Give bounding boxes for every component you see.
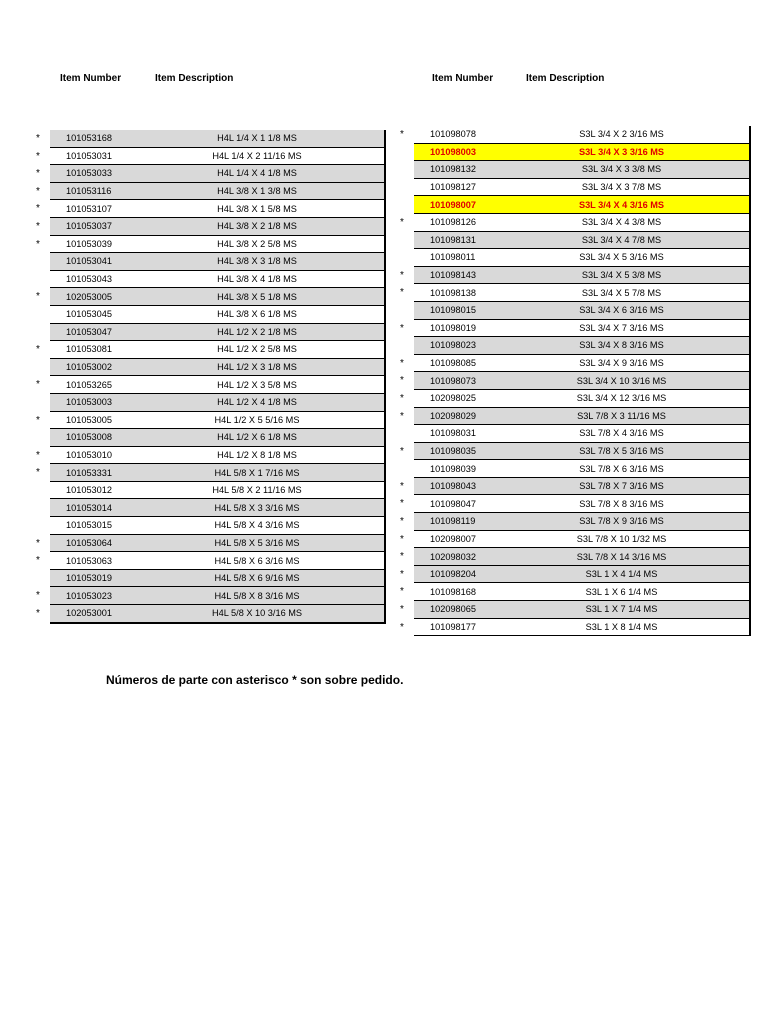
- item-number-cell: 102098025: [414, 390, 494, 408]
- item-number-cell: 101098132: [414, 161, 494, 179]
- item-description-cell: S3L 1 X 6 1/4 MS: [494, 583, 749, 601]
- item-number-cell: 101098204: [414, 566, 494, 584]
- order-asterisk: *: [36, 379, 40, 391]
- item-number-cell: 101098019: [414, 320, 494, 338]
- item-description-cell: H4L 1/2 X 2 1/8 MS: [130, 324, 384, 342]
- item-number-cell: 101098131: [414, 232, 494, 250]
- item-number-cell: 101098138: [414, 284, 494, 302]
- table-row: [50, 271, 384, 289]
- item-number-cell: 101098023: [414, 337, 494, 355]
- item-description-cell: H4L 3/8 X 3 1/8 MS: [130, 253, 384, 271]
- order-asterisk: *: [400, 375, 404, 387]
- item-description-cell: H4L 3/8 X 4 1/8 MS: [130, 271, 384, 289]
- order-asterisk: *: [400, 568, 404, 580]
- item-description-cell: S3L 3/4 X 9 3/16 MS: [494, 355, 749, 373]
- table-row: [36, 464, 384, 482]
- order-asterisk: *: [36, 537, 40, 549]
- item-number-cell: 101053037: [50, 218, 130, 236]
- order-asterisk: *: [36, 555, 40, 567]
- table-row: [36, 587, 384, 605]
- table-row: [400, 619, 749, 637]
- table-row: [400, 443, 749, 461]
- item-number-cell: 101053005: [50, 412, 130, 430]
- table-row: [36, 165, 384, 183]
- item-number-cell: 101053008: [50, 429, 130, 447]
- item-number-cell: 101098126: [414, 214, 494, 232]
- right-header-item-description: Item Description: [526, 73, 605, 84]
- item-number-cell: 101053019: [50, 570, 130, 588]
- order-asterisk: *: [400, 410, 404, 422]
- item-description-cell: H4L 5/8 X 3 3/16 MS: [130, 499, 384, 517]
- item-description-cell: S3L 7/8 X 8 3/16 MS: [494, 495, 749, 513]
- table-row: [50, 306, 384, 324]
- item-description-cell: S3L 3/4 X 4 3/8 MS: [494, 214, 749, 232]
- item-description-cell: S3L 7/8 X 14 3/16 MS: [494, 548, 749, 566]
- order-asterisk: *: [36, 133, 40, 144]
- item-number-cell: 101053039: [50, 236, 130, 254]
- table-row: [414, 232, 749, 250]
- table-row: [36, 376, 384, 394]
- item-description-cell: H4L 1/2 X 8 1/8 MS: [130, 447, 384, 465]
- table-row: [50, 482, 384, 500]
- order-asterisk: *: [400, 533, 404, 545]
- left-parts-table: [36, 130, 386, 624]
- table-row: [400, 284, 749, 302]
- item-number-cell: 101098168: [414, 583, 494, 601]
- item-number-cell: 101053107: [50, 200, 130, 218]
- left-header-item-description: Item Description: [155, 73, 234, 84]
- item-description-cell: S3L 3/4 X 4 7/8 MS: [494, 232, 749, 250]
- item-description-cell: S3L 3/4 X 3 3/8 MS: [494, 161, 749, 179]
- item-description-cell: S3L 3/4 X 6 3/16 MS: [494, 302, 749, 320]
- table-row: [400, 513, 749, 531]
- table-row: [400, 214, 749, 232]
- item-description-cell: S3L 3/4 X 3 7/8 MS: [494, 179, 749, 197]
- item-number-cell: 101098015: [414, 302, 494, 320]
- left-header-item-number: Item Number: [60, 73, 122, 84]
- item-number-cell: 102098065: [414, 601, 494, 619]
- item-number-cell: 102098029: [414, 408, 494, 426]
- item-number-cell: 101053081: [50, 341, 130, 359]
- item-description-cell: H4L 5/8 X 5 3/16 MS: [130, 535, 384, 553]
- order-asterisk: *: [400, 480, 404, 492]
- item-description-cell: H4L 1/4 X 1 1/8 MS: [130, 130, 384, 148]
- asterisk-note: Números de parte con asterisco * son sobre pedido.: [106, 673, 404, 687]
- item-number-cell: 101053168: [50, 130, 130, 148]
- item-number-cell: 101053116: [50, 183, 130, 201]
- item-description-cell: H4L 3/8 X 1 3/8 MS: [130, 183, 384, 201]
- order-asterisk: *: [400, 586, 404, 598]
- table-row: [414, 179, 749, 197]
- item-description-cell: S3L 3/4 X 5 7/8 MS: [494, 284, 749, 302]
- right-parts-table: [400, 126, 751, 636]
- order-asterisk: *: [36, 608, 40, 620]
- table-row: [400, 531, 749, 549]
- order-asterisk: *: [400, 516, 404, 528]
- table-row: [36, 183, 384, 201]
- item-number-cell: 101053047: [50, 324, 130, 342]
- table-row: [414, 144, 749, 162]
- table-row: [36, 218, 384, 236]
- table-row: [414, 161, 749, 179]
- item-description-cell: H4L 1/2 X 4 1/8 MS: [130, 394, 384, 412]
- item-description-cell: H4L 1/2 X 3 1/8 MS: [130, 359, 384, 377]
- item-description-cell: S3L 1 X 4 1/4 MS: [494, 566, 749, 584]
- item-number-cell: 101053010: [50, 447, 130, 465]
- item-description-cell: S3L 7/8 X 4 3/16 MS: [494, 425, 749, 443]
- item-description-cell: H4L 1/2 X 2 5/8 MS: [130, 341, 384, 359]
- table-row: [50, 570, 384, 588]
- item-description-cell: S3L 3/4 X 2 3/16 MS: [494, 126, 749, 144]
- order-asterisk: *: [36, 344, 40, 356]
- item-description-cell: H4L 1/4 X 2 11/16 MS: [130, 148, 384, 166]
- item-description-cell: S3L 7/8 X 5 3/16 MS: [494, 443, 749, 461]
- table-row: [36, 236, 384, 254]
- item-description-cell: S3L 3/4 X 10 3/16 MS: [494, 372, 749, 390]
- table-row: [414, 460, 749, 478]
- item-description-cell: H4L 5/8 X 6 3/16 MS: [130, 552, 384, 570]
- order-asterisk: *: [36, 220, 40, 232]
- item-description-cell: H4L 3/8 X 1 5/8 MS: [130, 200, 384, 218]
- item-number-cell: 101053033: [50, 165, 130, 183]
- item-description-cell: S3L 7/8 X 3 11/16 MS: [494, 408, 749, 426]
- table-row: [400, 355, 749, 373]
- table-row: [36, 148, 384, 166]
- item-number-cell: 101053002: [50, 359, 130, 377]
- item-description-cell: S3L 1 X 7 1/4 MS: [494, 601, 749, 619]
- item-description-cell: H4L 3/8 X 2 5/8 MS: [130, 236, 384, 254]
- table-row: [36, 341, 384, 359]
- order-asterisk: *: [36, 291, 40, 303]
- item-description-cell: S3L 3/4 X 8 3/16 MS: [494, 337, 749, 355]
- order-asterisk: *: [400, 498, 404, 510]
- item-number-cell: 101098035: [414, 443, 494, 461]
- order-asterisk: *: [36, 203, 40, 215]
- item-description-cell: S3L 3/4 X 4 3/16 MS: [494, 196, 749, 214]
- table-row: [50, 253, 384, 271]
- order-asterisk: *: [400, 445, 404, 457]
- table-row: [400, 320, 749, 338]
- item-description-cell: H4L 5/8 X 10 3/16 MS: [130, 605, 384, 623]
- item-number-cell: 101098039: [414, 460, 494, 478]
- item-number-cell: 101053031: [50, 148, 130, 166]
- item-number-cell: 102053005: [50, 288, 130, 306]
- table-row: [36, 447, 384, 465]
- item-number-cell: 101053023: [50, 587, 130, 605]
- item-number-cell: 101053014: [50, 499, 130, 517]
- item-description-cell: S3L 3/4 X 7 3/16 MS: [494, 320, 749, 338]
- item-number-cell: 101098085: [414, 355, 494, 373]
- table-row: [400, 583, 749, 601]
- table-row: [400, 495, 749, 513]
- table-row: [400, 390, 749, 408]
- table-row: [50, 499, 384, 517]
- item-number-cell: 102098032: [414, 548, 494, 566]
- item-number-cell: 101098011: [414, 249, 494, 267]
- item-number-cell: 101098007: [414, 196, 494, 214]
- table-row: [36, 200, 384, 218]
- item-number-cell: 101053064: [50, 535, 130, 553]
- item-description-cell: S3L 3/4 X 5 3/8 MS: [494, 267, 749, 285]
- item-number-cell: 101053265: [50, 376, 130, 394]
- order-asterisk: *: [400, 322, 404, 334]
- item-description-cell: H4L 1/2 X 3 5/8 MS: [130, 376, 384, 394]
- table-row: [36, 535, 384, 553]
- table-row: [50, 517, 384, 535]
- order-asterisk: *: [36, 590, 40, 602]
- item-number-cell: 101053045: [50, 306, 130, 324]
- order-asterisk: *: [400, 129, 404, 140]
- item-number-cell: 101098073: [414, 372, 494, 390]
- item-description-cell: S3L 3/4 X 3 3/16 MS: [494, 144, 749, 162]
- table-row: [50, 359, 384, 377]
- item-number-cell: 101053015: [50, 517, 130, 535]
- table-row: [36, 130, 384, 148]
- item-number-cell: 101053003: [50, 394, 130, 412]
- item-number-cell: 101098143: [414, 267, 494, 285]
- order-asterisk: *: [400, 621, 404, 633]
- table-row: [400, 548, 749, 566]
- table-row: [414, 302, 749, 320]
- item-number-cell: 101053043: [50, 271, 130, 289]
- item-description-cell: S3L 1 X 8 1/4 MS: [494, 619, 749, 637]
- order-asterisk: *: [36, 414, 40, 426]
- order-asterisk: *: [36, 449, 40, 461]
- item-number-cell: 101053331: [50, 464, 130, 482]
- item-description-cell: S3L 3/4 X 5 3/16 MS: [494, 249, 749, 267]
- item-number-cell: 101098047: [414, 495, 494, 513]
- item-number-cell: 101098127: [414, 179, 494, 197]
- item-number-cell: 101098177: [414, 619, 494, 637]
- order-asterisk: *: [400, 604, 404, 616]
- table-row: [400, 408, 749, 426]
- table-row: [414, 196, 749, 214]
- right-header-item-number: Item Number: [432, 73, 494, 84]
- item-description-cell: H4L 3/8 X 2 1/8 MS: [130, 218, 384, 236]
- item-number-cell: 101053063: [50, 552, 130, 570]
- table-row: [50, 429, 384, 447]
- table-row: [36, 412, 384, 430]
- item-description-cell: S3L 7/8 X 10 1/32 MS: [494, 531, 749, 549]
- item-description-cell: H4L 5/8 X 8 3/16 MS: [130, 587, 384, 605]
- item-description-cell: H4L 5/8 X 6 9/16 MS: [130, 570, 384, 588]
- table-row: [400, 372, 749, 390]
- order-asterisk: *: [36, 168, 40, 180]
- item-description-cell: H4L 5/8 X 1 7/16 MS: [130, 464, 384, 482]
- item-description-cell: H4L 3/8 X 5 1/8 MS: [130, 288, 384, 306]
- table-row: [36, 288, 384, 306]
- item-description-cell: H4L 3/8 X 6 1/8 MS: [130, 306, 384, 324]
- item-number-cell: 102053001: [50, 605, 130, 623]
- order-asterisk: *: [400, 287, 404, 299]
- item-number-cell: 102098007: [414, 531, 494, 549]
- item-description-cell: S3L 7/8 X 6 3/16 MS: [494, 460, 749, 478]
- table-row: [50, 394, 384, 412]
- order-asterisk: *: [36, 467, 40, 479]
- table-row: [36, 552, 384, 570]
- order-asterisk: *: [400, 269, 404, 281]
- order-asterisk: *: [36, 238, 40, 250]
- table-row: [50, 324, 384, 342]
- item-description-cell: S3L 3/4 X 12 3/16 MS: [494, 390, 749, 408]
- item-description-cell: H4L 1/4 X 4 1/8 MS: [130, 165, 384, 183]
- item-number-cell: 101098043: [414, 478, 494, 496]
- item-number-cell: 101098119: [414, 513, 494, 531]
- item-description-cell: H4L 1/2 X 5 5/16 MS: [130, 412, 384, 430]
- order-asterisk: *: [36, 150, 40, 162]
- item-description-cell: H4L 1/2 X 6 1/8 MS: [130, 429, 384, 447]
- table-row: [400, 601, 749, 619]
- item-description-cell: H4L 5/8 X 4 3/16 MS: [130, 517, 384, 535]
- table-row: [36, 605, 384, 623]
- order-asterisk: *: [36, 185, 40, 197]
- table-row: [400, 126, 749, 144]
- table-row: [414, 425, 749, 443]
- order-asterisk: *: [400, 392, 404, 404]
- item-number-cell: 101098003: [414, 144, 494, 162]
- item-number-cell: 101053012: [50, 482, 130, 500]
- item-number-cell: 101098078: [414, 126, 494, 144]
- item-number-cell: 101098031: [414, 425, 494, 443]
- table-row: [414, 249, 749, 267]
- order-asterisk: *: [400, 357, 404, 369]
- table-row: [414, 337, 749, 355]
- order-asterisk: *: [400, 551, 404, 563]
- item-description-cell: H4L 5/8 X 2 11/16 MS: [130, 482, 384, 500]
- table-row: [400, 267, 749, 285]
- item-number-cell: 101053041: [50, 253, 130, 271]
- item-description-cell: S3L 7/8 X 7 3/16 MS: [494, 478, 749, 496]
- item-description-cell: S3L 7/8 X 9 3/16 MS: [494, 513, 749, 531]
- table-row: [400, 478, 749, 496]
- table-row: [400, 566, 749, 584]
- order-asterisk: *: [400, 216, 404, 228]
